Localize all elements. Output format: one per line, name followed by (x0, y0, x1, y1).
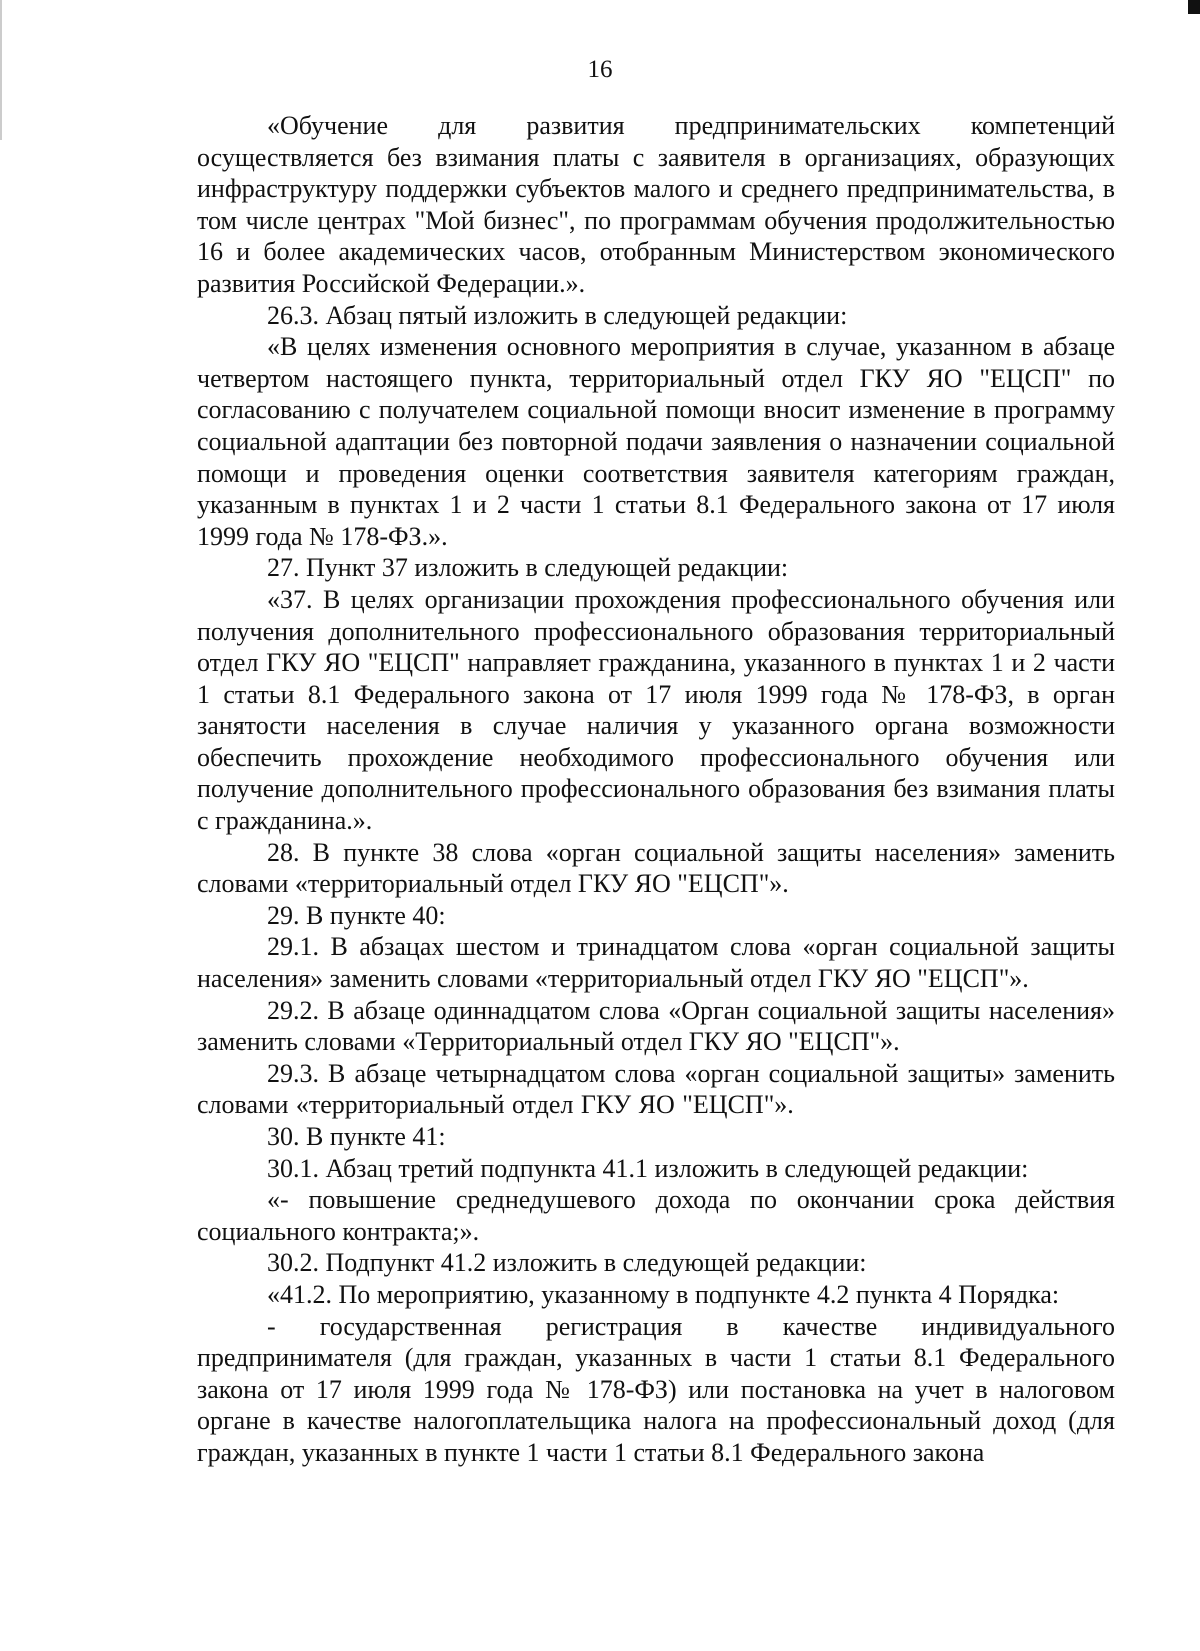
paragraph-29-heading: 29. В пункте 40: (267, 900, 446, 930)
paragraph-29-3: 29.3. В абзаце четырнадцатом слова «орган социальной защиты» заменить словами «территориальный отдел ГКУ ЯО "ЕЦСП"». (197, 1058, 1115, 1120)
paragraph-29-1: 29.1. В абзацах шестом и тринадцатом слова «орган социальной защиты населения» заменить словами «территориальный отдел ГКУ ЯО "ЕЦСП"». (197, 932, 1115, 994)
paragraph-29-2: 29.2. В абзаце одиннадцатом слова «Орган социальной защиты населения» заменить словами «Территориальный отдел ГКУ ЯО "ЕЦСП"». (197, 995, 1115, 1057)
page-number: 16 (587, 56, 613, 83)
paragraph-41-2-item: - государственная регистрация в качестве индивидуального предпринимателя (для граждан, указанных в части 1 статьи 8.1 Федерального закона от 17 июля 1999 года № 178-ФЗ) или постановка на учет в налоговом органе в качестве налогоплательщика налога на профессиональный доход (для граждан, указанных в пункте 1 части 1 статьи 8.1 Федерального закона (197, 1311, 1115, 1467)
paragraph-entrepreneurship-training: «Обучение для развития предпринимательских компетенций осуществляется без взимания платы с заявителя в организациях, образующих инфраструктуру поддержки субъектов малого и среднего предпринимательства, в том числе центрах "Мой бизнес", по программам обучения продолжительностью 16 и более академических часов, отобранным Министерством экономического развития Российской Федерации.». (197, 111, 1115, 298)
paragraph-26-3-text: «В целях изменения основного мероприятия в случае, указанном в абзаце четвертом настоящего пункта, территориальный отдел ГКУ ЯО "ЕЦСП" по согласованию с получателем социальной помощи вносит изменение в программу социальной адаптации без повторной подачи заявления о назначении социальной помощи и проведения оценки соответствия заявителя категориям граждан, указанным в пунктах 1 и 2 части 1 статьи 8.1 Федерального закона от 17 июля 1999 года № 178-ФЗ.». (197, 332, 1115, 551)
paragraph-30-1: 30.1. Абзац третий подпункта 41.1 изложить в следующей редакции: (267, 1153, 1029, 1183)
paragraph-27-heading: 27. Пункт 37 изложить в следующей редакции: (267, 553, 789, 583)
paragraph-37-text: «37. В целях организации прохождения профессионального обучения или получения дополнительного профессионального образования территориальный отдел ГКУ ЯО "ЕЦСП" направляет гражданина, указанного в пунктах 1 и 2 части 1 статьи 8.1 Федерального закона от 17 июля 1999 года № 178-ФЗ, в орган занятости населения в случае наличия у указанного органа возможности обеспечить прохождение необходимого профессионального обучения или получение дополнительного профессионального образования без взимания платы с гражданина.». (197, 584, 1115, 836)
paragraph-28: 28. В пункте 38 слова «орган социальной защиты населения» заменить словами «территориальный отдел ГКУ ЯО "ЕЦСП"». (197, 837, 1115, 899)
paragraph-30-heading: 30. В пункте 41: (267, 1122, 446, 1151)
scan-corner-mark (1188, 0, 1200, 14)
paragraph-30-2: 30.2. Подпункт 41.2 изложить в следующей редакции: (267, 1248, 867, 1278)
document-body (197, 110, 1115, 1469)
paragraph-41-2-heading: «41.2. По мероприятию, указанному в подпункте 4.2 пункта 4 Порядка: (267, 1279, 1060, 1309)
paragraph-26-3-heading: 26.3. Абзац пятый изложить в следующей редакции: (267, 300, 848, 330)
paragraph-30-1-text: «- повышение среднедушевого дохода по окончании срока действия социального контракта;». (197, 1185, 1115, 1246)
